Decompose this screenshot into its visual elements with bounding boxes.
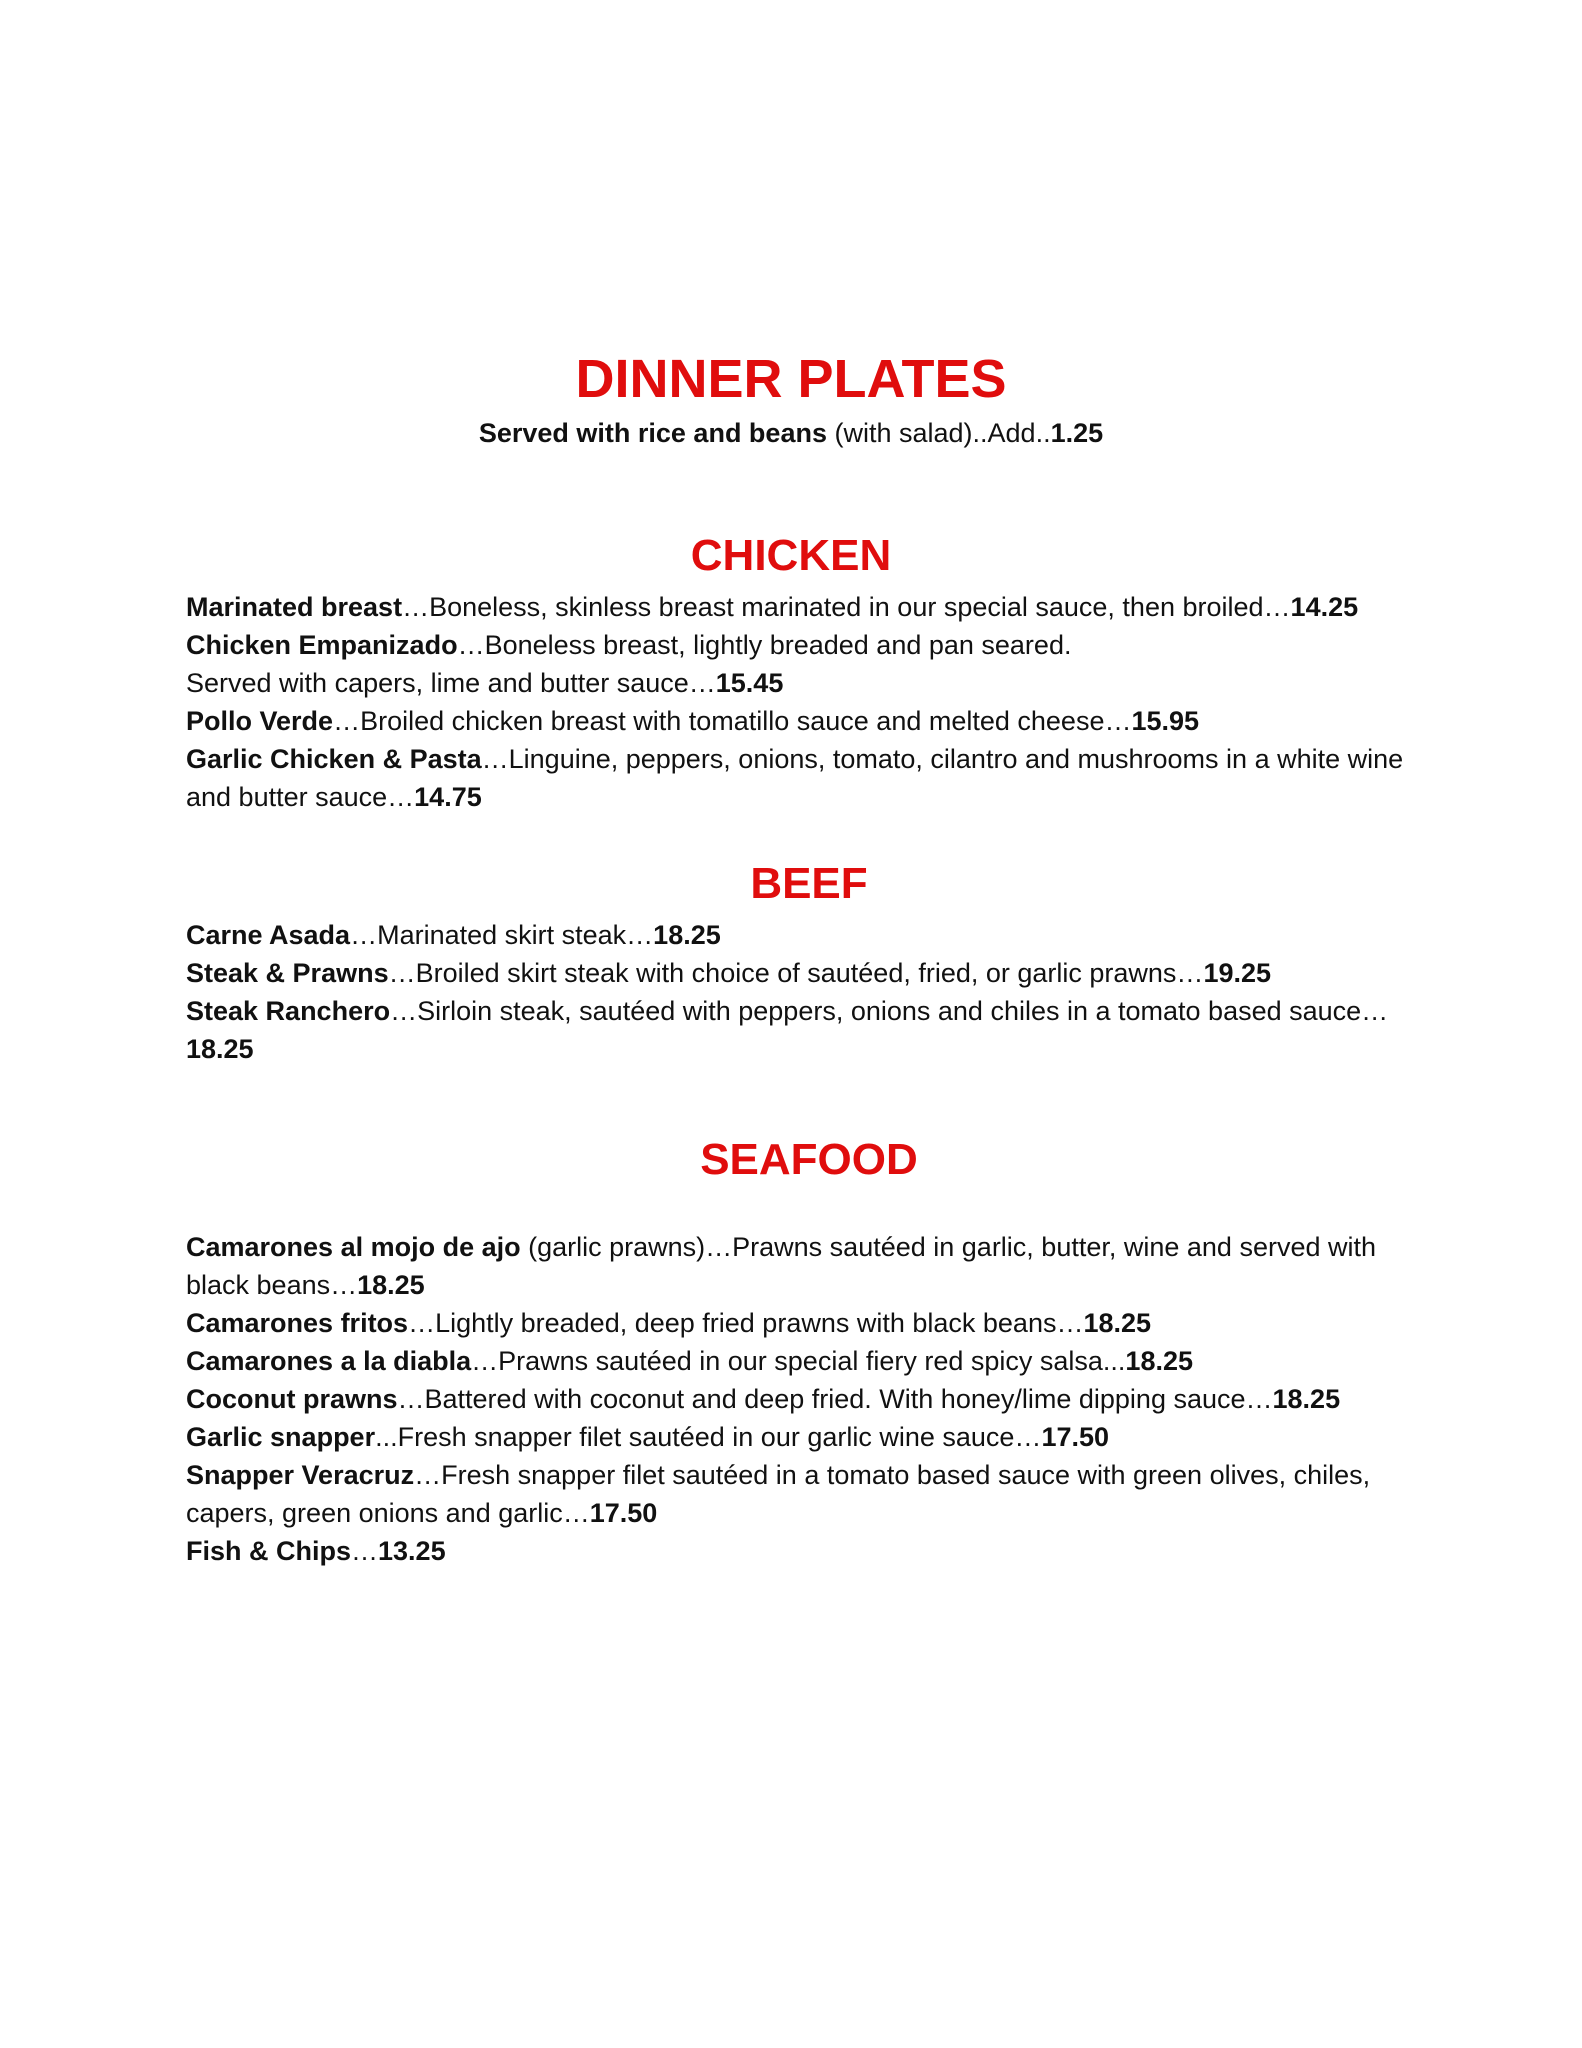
item-price: 18.25 xyxy=(1272,1384,1341,1414)
menu-item xyxy=(186,992,1416,1068)
section-heading-seafood: SEAFOOD xyxy=(700,1135,918,1184)
item-description: …Boneless breast, lightly breaded and pan seared. xyxy=(457,630,1072,660)
item-price: 18.25 xyxy=(1083,1308,1152,1338)
item-description: …Linguine, peppers, onions, tomato, cilantro and mushrooms in a white wine and butter sauce… xyxy=(186,744,1404,812)
item-description: …Lightly breaded, deep fried prawns with black beans… xyxy=(408,1308,1084,1338)
item-price: 18.25 xyxy=(357,1270,425,1300)
item-price: 13.25 xyxy=(378,1536,446,1566)
menu-item xyxy=(186,1418,1416,1456)
item-name: Chicken Empanizado xyxy=(186,630,458,660)
item-name: Carne Asada xyxy=(186,920,351,950)
item-description: …Marinated skirt steak… xyxy=(350,920,654,950)
subtitle-text: (with salad)..Add.. xyxy=(826,418,1051,448)
item-name: Garlic snapper xyxy=(186,1422,376,1452)
item-name: Marinated breast xyxy=(186,592,403,622)
item-description: (garlic prawns)…Prawns sautéed in garlic, butter, wine and served with black beans… xyxy=(186,1232,1377,1300)
item-name: Steak & Prawns xyxy=(186,958,389,988)
page-subtitle xyxy=(0,416,1582,450)
item-description: …Broiled skirt steak with choice of sautéed, fried, or garlic prawns… xyxy=(388,958,1204,988)
item-price: 18.25 xyxy=(186,1034,254,1064)
menu-item xyxy=(186,1228,1416,1304)
item-name: Coconut prawns xyxy=(186,1384,398,1414)
item-name: Fish & Chips xyxy=(186,1536,352,1566)
menu-item xyxy=(186,916,1416,954)
item-price: 14.25 xyxy=(1290,592,1359,622)
item-name: Steak Ranchero xyxy=(186,996,391,1026)
item-name: Camarones a la diabla xyxy=(186,1346,472,1376)
menu-item xyxy=(186,740,1416,816)
chicken-items xyxy=(186,588,1416,816)
menu-item xyxy=(186,626,1416,702)
menu-item xyxy=(186,1532,1416,1570)
item-description-line2: Served with capers, lime and butter sauce… xyxy=(186,668,716,698)
item-price: 15.45 xyxy=(715,668,784,698)
item-description: …Fresh snapper filet sautéed in a tomato based sauce with green olives, chiles, capers, green onions and garlic… xyxy=(186,1460,1371,1528)
item-description: …Sirloin steak, sautéed with peppers, onions and chiles in a tomato based sauce… xyxy=(390,996,1389,1026)
menu-item xyxy=(186,588,1416,626)
item-name: Camarones al mojo de ajo xyxy=(186,1232,521,1262)
section-heading-beef: BEEF xyxy=(750,859,868,908)
item-price: 14.75 xyxy=(414,782,482,812)
item-name: Garlic Chicken & Pasta xyxy=(186,744,482,774)
menu-item xyxy=(186,1304,1416,1342)
section-heading-chicken: CHICKEN xyxy=(690,531,892,580)
item-description: …Prawns sautéed in our special fiery red spicy salsa... xyxy=(471,1346,1126,1376)
item-price: 17.50 xyxy=(1041,1422,1110,1452)
page-title: DINNER PLATES xyxy=(575,349,1007,409)
item-price: 19.25 xyxy=(1203,958,1272,988)
menu-item xyxy=(186,1456,1416,1532)
item-price: 18.25 xyxy=(653,920,721,950)
item-price: 18.25 xyxy=(1125,1346,1193,1376)
item-description: ...Fresh snapper filet sautéed in our garlic wine sauce… xyxy=(375,1422,1042,1452)
item-price: 17.50 xyxy=(589,1498,658,1528)
menu-item xyxy=(186,1342,1416,1380)
subtitle-bold: Served with rice and beans xyxy=(478,418,827,448)
item-description: … xyxy=(351,1536,379,1566)
subtitle-price: 1.25 xyxy=(1050,418,1104,448)
menu-item xyxy=(186,1380,1416,1418)
item-name: Pollo Verde xyxy=(186,706,334,736)
item-name: Camarones fritos xyxy=(186,1308,409,1338)
menu-item xyxy=(186,954,1416,992)
item-name: Snapper Veracruz xyxy=(186,1460,415,1490)
beef-items xyxy=(186,916,1416,1068)
menu-item xyxy=(186,702,1416,740)
item-price: 15.95 xyxy=(1131,706,1200,736)
item-description: …Battered with coconut and deep fried. With honey/lime dipping sauce… xyxy=(397,1384,1273,1414)
seafood-items xyxy=(186,1228,1416,1570)
item-description: …Boneless, skinless breast marinated in our special sauce, then broiled… xyxy=(402,592,1291,622)
item-description: …Broiled chicken breast with tomatillo sauce and melted cheese… xyxy=(333,706,1132,736)
